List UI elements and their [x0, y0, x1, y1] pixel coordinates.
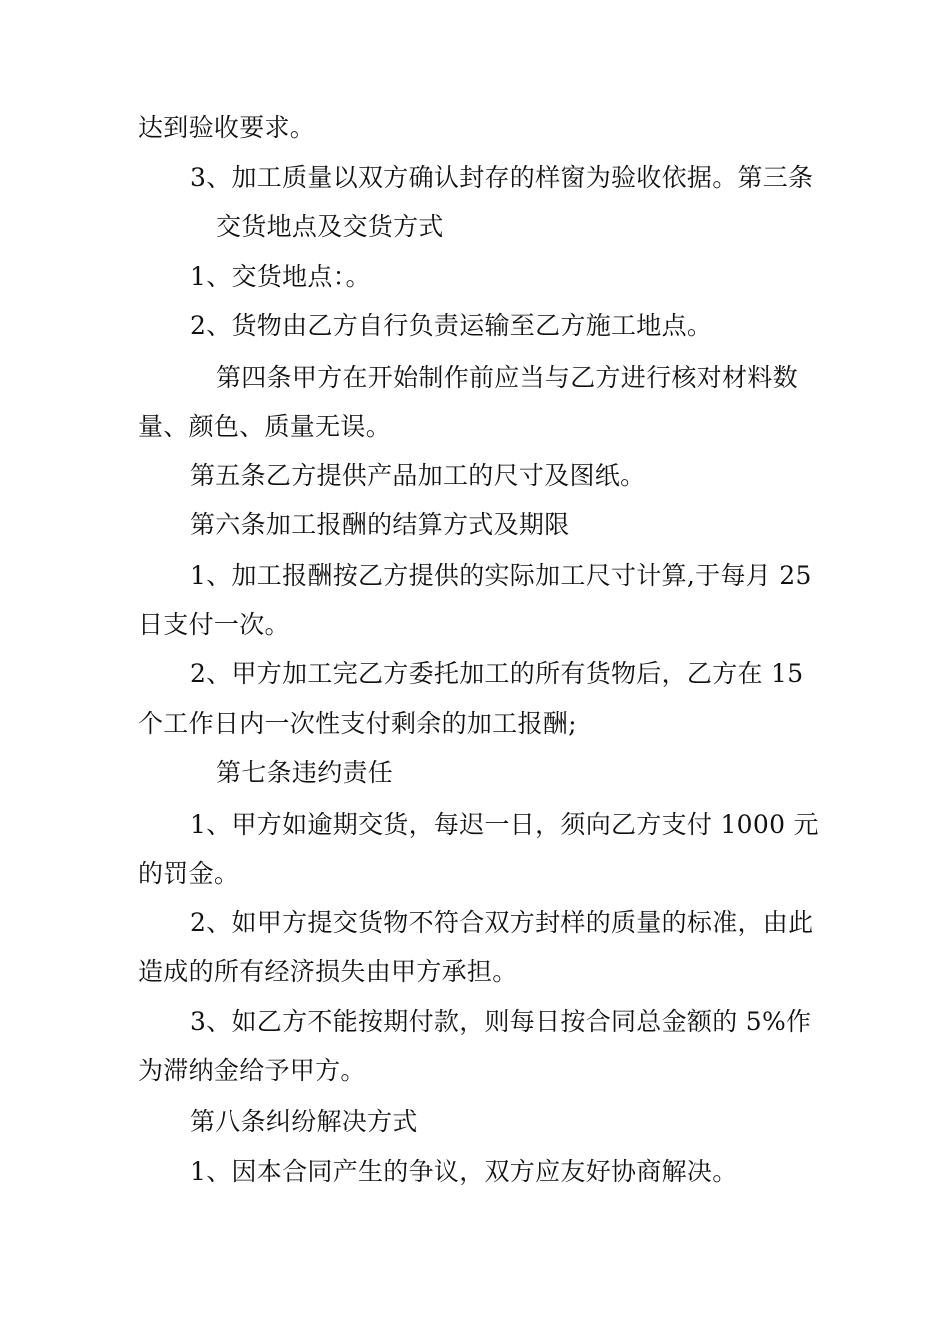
text-line: 1、因本合同产生的争议，双方应友好协商解决。	[190, 1157, 738, 1186]
text-line: 个工作日内一次性支付剩余的加工报酬;	[138, 709, 577, 738]
text-line: 2、如甲方提交货物不符合双方封样的质量的标准，由此	[190, 908, 814, 937]
text-line: 为滞纳金给予甲方。	[138, 1056, 366, 1085]
text-line: 1、加工报酬按乙方提供的实际加工尺寸计算,于每月 25	[190, 561, 812, 590]
text-line: 第四条甲方在开始制作前应当与乙方进行核对材料数	[216, 363, 798, 392]
text-line: 第五条乙方提供产品加工的尺寸及图纸。	[190, 461, 646, 490]
text-line: 达到验收要求。	[138, 113, 316, 142]
text-line: 第六条加工报酬的结算方式及期限	[190, 510, 570, 539]
text-line: 1、甲方如逾期交货，每迟一日，须向乙方支付 1000 元	[190, 810, 819, 839]
text-line: 第七条违约责任	[216, 758, 394, 787]
text-line: 3、加工质量以双方确认封存的样窗为验收依据。第三条	[190, 163, 814, 192]
text-line: 1、交货地点：。	[190, 262, 371, 291]
text-line: 3、如乙方不能按期付款，则每日按合同总金额的 5%作	[190, 1007, 812, 1036]
text-line: 交货地点及交货方式	[216, 212, 444, 241]
text-line: 第八条纠纷解决方式	[190, 1107, 418, 1136]
text-line: 的罚金。	[138, 859, 240, 888]
text-line: 日支付一次。	[138, 610, 290, 639]
text-line: 2、货物由乙方自行负责运输至乙方施工地点。	[190, 311, 713, 340]
text-line: 量、颜色、质量无误。	[138, 412, 392, 441]
text-line: 2、甲方加工完乙方委托加工的所有货物后，乙方在 15	[190, 659, 804, 688]
text-line: 造成的所有经济损失由甲方承担。	[138, 957, 518, 986]
